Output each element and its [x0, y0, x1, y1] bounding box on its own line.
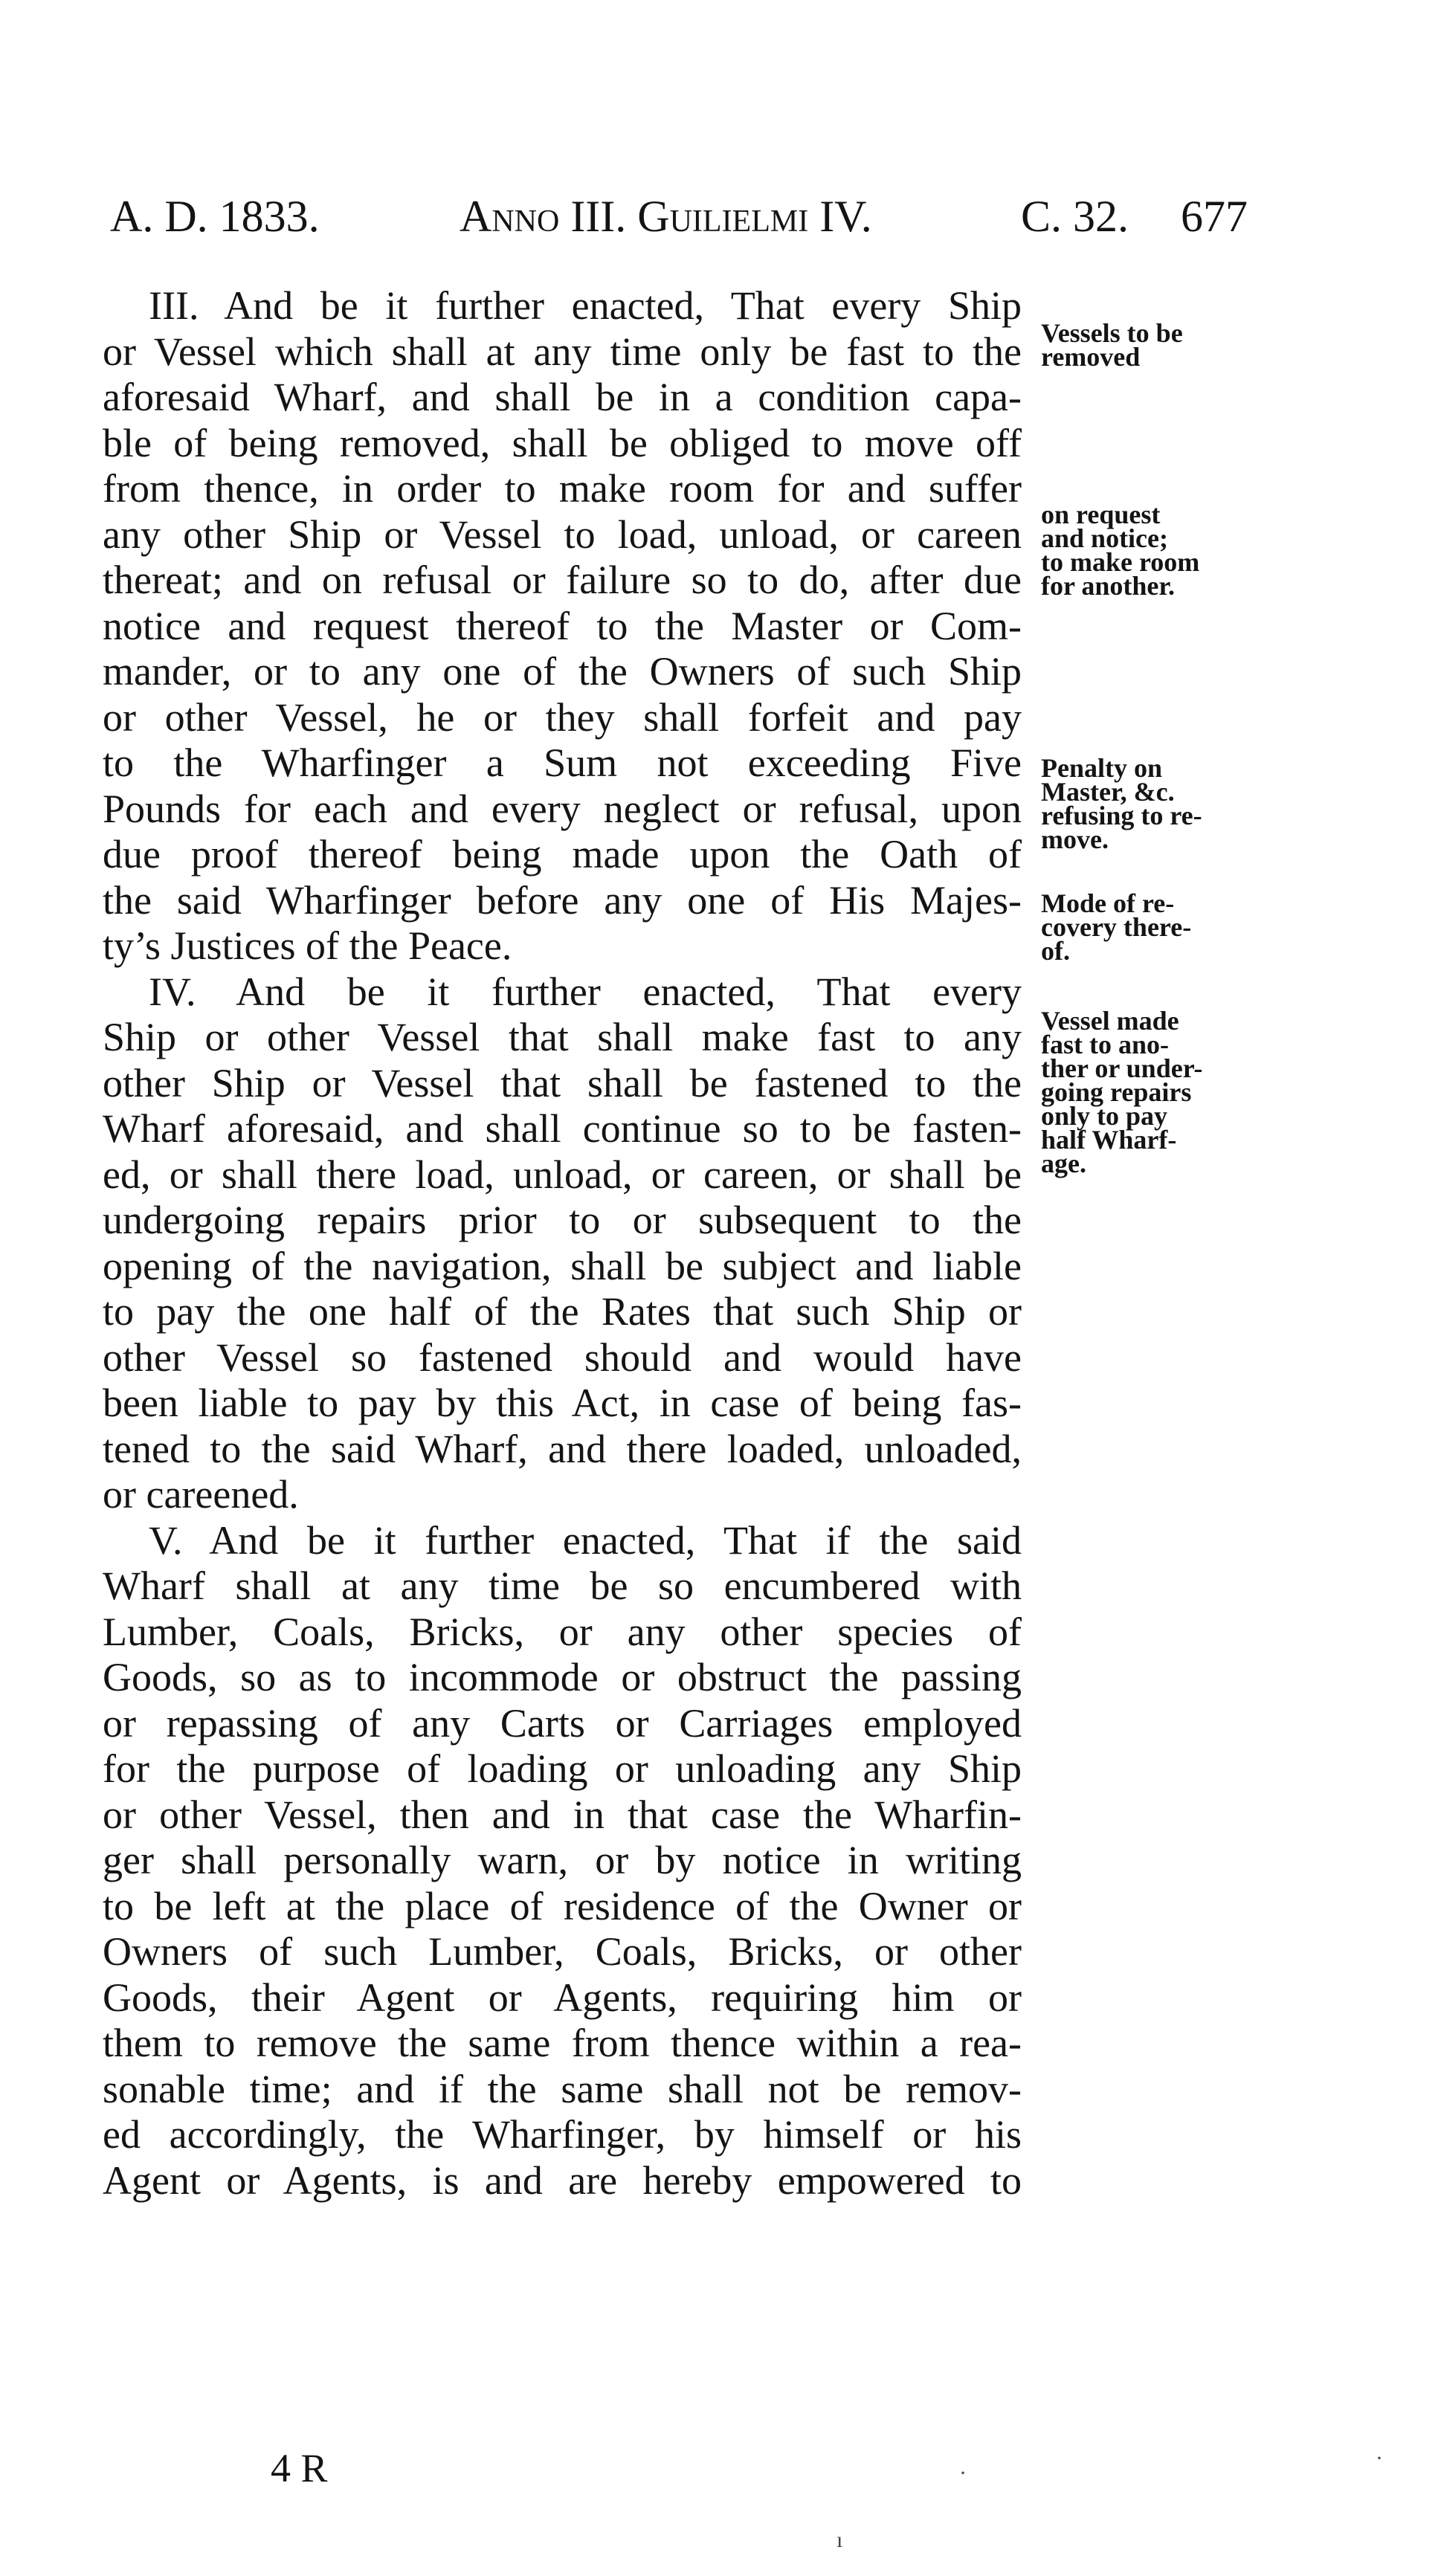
text-line: thereat; and on refusal or failure so to do, after due: [103, 558, 1022, 602]
text-line: Goods, their Agent or Agents, requiring him or: [103, 1975, 1022, 2020]
text-line: other Vessel so fastened should and would have: [103, 1334, 1022, 1380]
text-line: to be left at the place of residence of the Owner or: [103, 1883, 1022, 1928]
text-line: opening of the navigation, shall be subject and liable: [103, 1243, 1022, 1288]
text-line: ed, or shall there load, unload, or careen, or shall be: [103, 1152, 1022, 1197]
text-line: or repassing of any Carts or Carriages employed: [103, 1700, 1022, 1746]
marginal-note-vessels-removed: [1041, 318, 1242, 372]
marginal-note-line: half Wharf-: [1041, 1125, 1177, 1155]
marginal-note-line: Vessels to be: [1041, 318, 1183, 348]
marginal-note-line: going repairs: [1041, 1077, 1192, 1107]
text-line: for the purpose of loading or unloading any Ship: [103, 1746, 1022, 1791]
text-line: from thence, in order to make room for and suffer: [103, 466, 1022, 511]
header-title: Anno III. Guilielmi IV.: [460, 192, 872, 241]
marginal-note-line: ther or under-: [1041, 1053, 1203, 1083]
text-line: to the Wharfinger a Sum not exceeding Five: [103, 740, 1022, 785]
text-line: Lumber, Coals, Bricks, or any other species of: [103, 1609, 1022, 1654]
text-line: tened to the said Wharf, and there loaded, unloaded,: [103, 1426, 1022, 1471]
text-line: ed accordingly, the Wharfinger, by himself or his: [103, 2112, 1022, 2157]
header-chapter: C. 32.: [1021, 192, 1129, 241]
marginal-note-line: covery there-: [1041, 912, 1192, 942]
text-line: the said Wharfinger before any one of His Majes-: [103, 877, 1022, 923]
text-line: due proof thereof being made upon the Oath of: [103, 832, 1022, 877]
text-line: Pounds for each and every neglect or refusal, upon: [103, 786, 1022, 831]
marginal-note-line: Penalty on: [1041, 753, 1163, 783]
text-line: Owners of such Lumber, Coals, Bricks, or other: [103, 1929, 1022, 1974]
text-line: ger shall personally warn, or by notice in writing: [103, 1838, 1022, 1882]
marginal-note-half-wharfage: [1041, 1006, 1242, 1178]
printer-signature-mark: 4 R: [271, 2446, 328, 2491]
text-line: or Vessel which shall at any time only be fast to the: [103, 329, 1022, 374]
ink-speck: ı: [836, 2528, 843, 2552]
marginal-note-request-notice: [1041, 500, 1242, 601]
marginal-note-line: Vessel made: [1041, 1006, 1179, 1036]
marginal-note-line: removed: [1041, 342, 1141, 372]
marginal-note-line: to make room: [1041, 547, 1200, 577]
text-line: undergoing repairs prior to or subsequent to the: [103, 1198, 1022, 1242]
text-line: to pay the one half of the Rates that such Ship or: [103, 1289, 1022, 1334]
text-line: them to remove the same from thence within a rea-: [103, 2021, 1022, 2065]
marginal-note-line: only to pay: [1041, 1101, 1168, 1131]
text-line: Ship or other Vessel that shall make fast to any: [103, 1015, 1022, 1059]
text-line: any other Ship or Vessel to load, unload, or careen: [103, 511, 1022, 557]
text-line: been liable to pay by this Act, in case of being fas-: [103, 1381, 1022, 1425]
marginal-note-penalty: [1041, 753, 1242, 854]
page-number: 677: [1181, 192, 1248, 241]
marginal-note-line: Master, &c.: [1041, 777, 1175, 807]
text-line: V. And be it further enacted, That if the said: [149, 1517, 1022, 1563]
text-line: other Ship or Vessel that shall be fastened to the: [103, 1060, 1022, 1105]
ink-speck: ·: [959, 2461, 967, 2485]
marginal-note-line: and notice;: [1041, 523, 1168, 553]
marginal-note-line: move.: [1041, 824, 1109, 854]
text-line: ble of being removed, shall be obliged to move off: [103, 420, 1022, 465]
text-line: sonable time; and if the same shall not be remov-: [103, 2066, 1022, 2111]
marginal-note-line: for another.: [1041, 571, 1175, 601]
header-year: A. D. 1833.: [110, 192, 320, 241]
text-line: or other Vessel, then and in that case the Wharfin-: [103, 1792, 1022, 1837]
text-line: or careened.: [103, 1472, 299, 1517]
marginal-note-recovery: [1041, 888, 1242, 966]
ink-speck: ·: [1376, 2446, 1383, 2470]
text-line: Goods, so as to incommode or obstruct the passing: [103, 1655, 1022, 1699]
statute-text: [103, 283, 1022, 2204]
text-line: Agent or Agents, is and are hereby empowered to: [103, 2157, 1022, 2203]
text-line: III. And be it further enacted, That every Ship: [149, 283, 1022, 328]
text-line: IV. And be it further enacted, That every: [149, 969, 1022, 1014]
text-line: Wharf shall at any time be so encumbered with: [103, 1563, 1022, 1608]
paragraph-section-5: [103, 1518, 1022, 2204]
marginal-note-line: age.: [1041, 1149, 1086, 1178]
paragraph-section-3: [103, 283, 1022, 969]
text-line: Wharf aforesaid, and shall continue so to be fasten-: [103, 1106, 1022, 1151]
marginal-note-line: Mode of re-: [1041, 888, 1175, 918]
marginal-note-line: of.: [1041, 936, 1070, 966]
marginal-note-line: on request: [1041, 500, 1161, 529]
text-line: mander, or to any one of the Owners of such Ship: [103, 649, 1022, 694]
running-header: [110, 183, 1248, 250]
marginal-note-line: fast to ano-: [1041, 1030, 1169, 1059]
text-line: aforesaid Wharf, and shall be in a condition capa-: [103, 375, 1022, 419]
paragraph-section-4: [103, 969, 1022, 1518]
text-line: or other Vessel, he or they shall forfeit and pay: [103, 694, 1022, 740]
text-line: ty’s Justices of the Peace.: [103, 923, 512, 968]
text-line: notice and request thereof to the Master or Com-: [103, 603, 1022, 648]
marginal-note-line: refusing to re-: [1041, 801, 1202, 830]
